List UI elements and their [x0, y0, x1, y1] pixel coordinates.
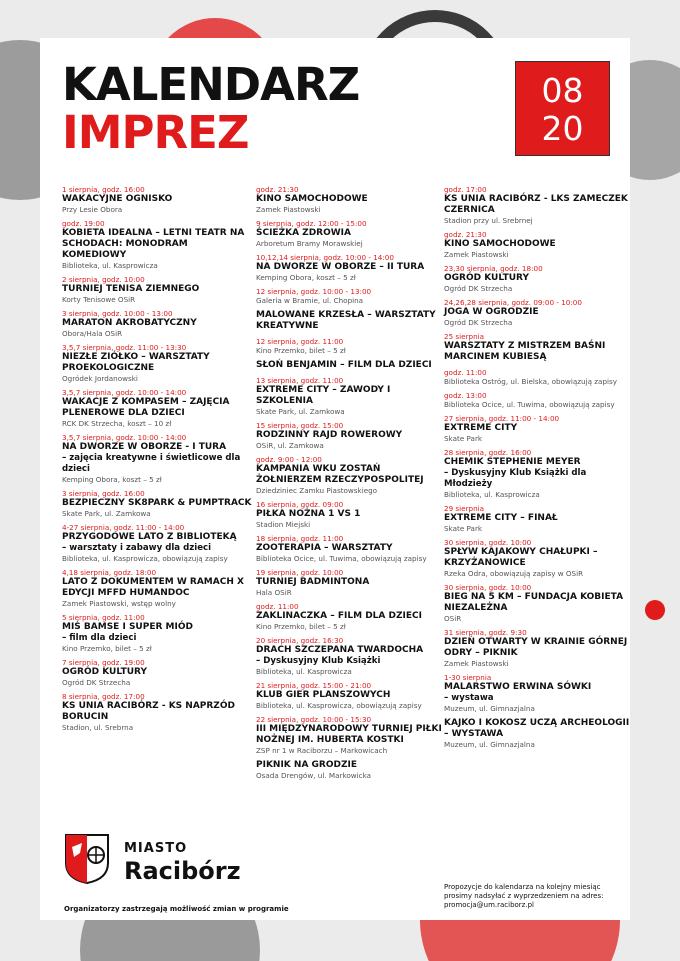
event-place: Skate Park, ul. Zamkowa: [256, 407, 345, 416]
event-name: DRACH SZCZEPANA TWARDOCHA: [256, 645, 424, 655]
event-place: Kino Przemko, bilet – 5 zł: [62, 644, 152, 653]
event-date: 18 sierpnia, godz. 11:00: [256, 534, 344, 543]
event-item: [444, 185, 630, 225]
event-name: III MIĘDZYNARODOWY TURNIEJ PIŁKI NOŻNEJ IM. HUBERTA KOSTKI: [256, 724, 442, 745]
coat-of-arms-icon: [64, 833, 110, 885]
organizers-note: Organizatorzy zastrzegają możliwość zmian w programie: [64, 905, 289, 913]
event-date: 9 sierpnia, godz. 12:00 - 15:00: [256, 219, 367, 228]
event-place: Przy Lesie Obora: [62, 205, 123, 214]
event-name: TURNIEJ TENISA ZIEMNEGO: [62, 284, 200, 294]
event-place: Skate Park, ul. Zamkowa: [62, 509, 151, 518]
event-name: JOGA W OGRODZIE: [444, 307, 539, 317]
event-date: 12 sierpnia, godz. 10:00 - 13:00: [256, 287, 372, 296]
event-name: KLUB GIER PLANSZOWYCH: [256, 690, 391, 700]
event-place: Zamek Piastowski, wstęp wolny: [62, 599, 176, 608]
event-date: 20 sierpnia, godz. 16:30: [256, 636, 344, 645]
event-name: ŚCIEŻKA ZDROWIA: [256, 228, 352, 238]
event-place: Stadion przy ul. Srebrnej: [444, 216, 533, 225]
event-date: 27 sierpnia, godz. 11:00 - 14:00: [444, 414, 560, 423]
event-date: 4,18 sierpnia, godz. 18:00: [62, 568, 157, 577]
event-item: [62, 433, 252, 484]
event-date: godz. 11:00: [256, 602, 299, 611]
event-place: Zamek Piastowski: [444, 250, 509, 259]
event-description: – zajęcia kreatywne i świetlicowe dla dzieci: [62, 453, 241, 474]
month-year-badge: [515, 61, 610, 156]
event-place: Biblioteka, ul. Kasprowicza: [256, 667, 352, 676]
event-name: OGRÓD KULTURY: [444, 273, 529, 283]
event-date: 22 sierpnia, godz. 10:00 - 15:30: [256, 715, 372, 724]
logo-city-name: Racibórz: [124, 857, 241, 885]
event-place: Muzeum, ul. Gimnazjalna: [444, 740, 535, 749]
event-name: KAJKO I KOKOSZ UCZĄ ARCHEOLOGII – WYSTAWA: [444, 718, 630, 739]
event-name: MALOWANE KRZESŁA – WARSZTATY KREATYWNE: [256, 310, 436, 331]
event-name: SPŁYW KAJAKOWY CHAŁUPKI – KRZYŻANOWICE: [444, 547, 598, 568]
event-place: Stadion, ul. Srebrna: [62, 723, 134, 732]
event-date: 21 sierpnia, godz. 15:00 - 21:00: [256, 681, 372, 690]
event-date: godz. 21:30: [444, 230, 487, 239]
calendar-sheet: [40, 38, 630, 920]
event-date: 16 sierpnia, godz. 09:00: [256, 500, 344, 509]
event-item: [256, 253, 446, 282]
event-name: WAKACJE Z KOMPASEM – ZAJĘCIA PLENEROWE DLA DZIECI: [62, 397, 230, 418]
event-name: BIEG NA 5 KM – FUNDACJA KOBIETA NIEZALEŻNA: [444, 592, 624, 613]
event-item: [444, 448, 630, 499]
event-item: [62, 613, 252, 653]
event-place: Zamek Piastowski: [256, 205, 321, 214]
event-item: [444, 583, 630, 623]
event-name: ZAKLINACZKA – FILM DLA DZIECI: [256, 611, 422, 621]
event-place: Ogród DK Strzecha: [444, 318, 513, 327]
event-description: – Dyskusyjny Klub Książki: [256, 656, 381, 666]
event-date: 3,5,7 sierpnia, godz. 10:00 - 14:00: [62, 388, 187, 397]
event-place: Biblioteka Ostróg, ul. Bielska, obowiązują zapisy: [444, 377, 618, 386]
event-date: 10,12,14 sierpnia, godz. 10:00 - 14:00: [256, 253, 394, 262]
event-date: 24,26,28 sierpnia, godz. 09:00 - 10:00: [444, 298, 582, 307]
event-date: godz. 21:30: [256, 185, 299, 194]
event-place: OSiR: [444, 614, 462, 623]
submission-info: Propozycje do kalendarza na kolejny miesiąc prosimy nadsyłać z wyprzedzeniem na adres: promocja@um.raciborz.pl: [444, 883, 604, 909]
event-place: Kemping Obora, koszt – 5 zł: [62, 475, 162, 484]
event-date: 7 sierpnia, godz. 19:00: [62, 658, 145, 667]
event-date: 25 sierpnia: [444, 332, 485, 341]
event-item: [256, 568, 446, 597]
event-date: 19 sierpnia, godz. 10:00: [256, 568, 344, 577]
year-number: 20: [541, 109, 584, 148]
event-item: [62, 568, 252, 608]
event-item: [444, 628, 630, 668]
event-place: Skate Park: [444, 524, 483, 533]
event-item: [256, 715, 446, 755]
event-date: 29 sierpnia: [444, 504, 485, 513]
event-place: Hala OSiR: [256, 588, 292, 597]
event-place: Galeria w Bramie, ul. Chopina: [256, 296, 364, 305]
event-item: [444, 718, 630, 749]
event-name: RODZINNY RAJD ROWEROWY: [256, 430, 403, 440]
event-place: Kino Przemko, bilet – 5 zł: [256, 346, 346, 355]
event-place: Obora/Hala OSiR: [62, 329, 123, 338]
event-date: godz. 13:00: [444, 391, 487, 400]
event-date: 15 sierpnia, godz. 15:00: [256, 421, 344, 430]
event-name: NA DWORZE W OBORZE – II TURA: [256, 262, 425, 272]
event-date: 3 sierpnia, godz. 16:00: [62, 489, 145, 498]
event-item: [444, 368, 630, 386]
event-date: 23,30 sierpnia, godz. 18:00: [444, 264, 543, 273]
event-item: [444, 391, 630, 409]
event-place: Ogródek Jordanowski: [62, 374, 138, 383]
event-place: OSiR, ul. Zamkowa: [256, 441, 324, 450]
event-place: Zamek Piastowski: [444, 659, 509, 668]
event-date: 3,5,7 sierpnia, godz. 10:00 - 14:00: [62, 433, 187, 442]
event-name: DZIEŃ OTWARTY W KRAINIE GÓRNEJ ODRY – PIKNIK: [444, 637, 628, 658]
event-description: – Dyskusyjny Klub Książki dla Młodzieży: [444, 468, 587, 489]
event-name: KS UNIA RACIBÓRZ - KS NAPRZÓD BORUCIN: [62, 701, 235, 722]
event-date: 1-30 sierpnia: [444, 673, 492, 682]
event-item: [256, 421, 446, 450]
event-date: 3 sierpnia, godz. 10:00 - 13:00: [62, 309, 173, 318]
event-name: WAKACYJNE OGNISKO: [62, 194, 173, 204]
events-column-3: [444, 185, 630, 754]
event-date: 4-27 sierpnia, godz. 11:00 - 14:00: [62, 523, 185, 532]
event-item: [256, 337, 446, 355]
event-name: EXTREME CITY – FINAŁ: [444, 513, 558, 523]
event-item: [444, 332, 630, 363]
event-item: [62, 343, 252, 383]
event-name: MALARSTWO ERWINA SÓWKI: [444, 682, 592, 692]
event-place: Kemping Obora, koszt – 5 zł: [256, 273, 356, 282]
event-description: – film dla dzieci: [62, 633, 137, 643]
event-place: Rzeka Odra, obowiązują zapisy w OSiR: [444, 569, 584, 578]
event-name: TURNIEJ BADMINTONA: [256, 577, 370, 587]
decor-dot-red: [645, 600, 665, 620]
event-date: godz. 9:00 - 12:00: [256, 455, 322, 464]
event-place: Arboretum Bramy Morawskiej: [256, 239, 363, 248]
event-place: Biblioteka, ul. Kasprowicza, obowiązują zapisy: [62, 554, 228, 563]
event-date: 31 sierpnia, godz. 9:30: [444, 628, 527, 637]
event-item: [444, 414, 630, 443]
event-name: WARSZTATY Z MISTRZEM BAŚNI MARCINEM KUBIESĄ: [444, 341, 606, 362]
event-name: EXTREME CITY – ZAWODY I SZKOLENIA: [256, 385, 391, 406]
event-place: ZSP nr 1 w Raciborzu – Markowicach: [256, 746, 388, 755]
month-number: 08: [541, 71, 584, 110]
event-item: [444, 538, 630, 578]
event-item: [62, 185, 252, 214]
event-item: [256, 636, 446, 676]
event-name: KOBIETA IDEALNA – LETNI TEATR NA SCHODACH: MONODRAM KOMEDIOWY: [62, 228, 245, 260]
event-name: LATO Z DOKUMENTEM W RAMACH X EDYCJI MFFD HUMANDOC: [62, 577, 244, 598]
event-place: Ogród DK Strzecha: [62, 678, 131, 687]
event-name: KS UNIA RACIBÓRZ - LKS ZAMECZEK CZERNICA: [444, 194, 628, 215]
event-item: [62, 275, 252, 304]
event-item: [256, 185, 446, 214]
event-name: CHEMIK STEPHENIE MEYER: [444, 457, 581, 467]
event-item: [444, 504, 630, 533]
event-item: [256, 287, 446, 305]
event-item: [62, 692, 252, 732]
event-place: Biblioteka, ul. Kasprowicza: [444, 490, 540, 499]
event-item: [256, 219, 446, 248]
event-date: 1 sierpnia, godz. 16:00: [62, 185, 145, 194]
event-item: [62, 219, 252, 270]
event-name: PIŁKA NOŻNA 1 VS 1: [256, 509, 361, 519]
event-item: [444, 673, 630, 713]
event-place: Muzeum, ul. Gimnazjalna: [444, 704, 535, 713]
event-item: [256, 360, 446, 371]
event-description: – warsztaty i zabawy dla dzieci: [62, 543, 212, 553]
event-item: [256, 310, 446, 332]
event-place: Biblioteka, ul. Kasprowicza: [62, 261, 158, 270]
event-name: OGRÓD KULTURY: [62, 667, 147, 677]
event-date: 3,5,7 sierpnia, godz. 11:00 - 13:30: [62, 343, 187, 352]
event-item: [256, 681, 446, 710]
event-name: NIEZŁE ZIÓŁKO – WARSZTATY PROEKOLOGICZNE: [62, 352, 210, 373]
event-name: MARATON AKROBATYCZNY: [62, 318, 197, 328]
event-place: Osada Drengów, ul. Markowicka: [256, 771, 372, 780]
event-description: – wystawa: [444, 693, 494, 703]
event-name: KINO SAMOCHODOWE: [256, 194, 368, 204]
event-date: 13 sierpnia, godz. 11:00: [256, 376, 344, 385]
event-item: [256, 500, 446, 529]
event-name: SŁOŃ BENJAMIN – FILM DLA DZIECI: [256, 360, 432, 370]
event-date: 30 sierpnia, godz. 10:00: [444, 538, 532, 547]
event-date: 5 sierpnia, godz. 11:00: [62, 613, 145, 622]
event-name: NA DWORZE W OBORZE - I TURA: [62, 442, 227, 452]
title-line-1: KALENDARZ: [62, 58, 360, 111]
event-date: 12 sierpnia, godz. 11:00: [256, 337, 344, 346]
events-column-1: [62, 185, 252, 737]
event-item: [62, 658, 252, 687]
event-name: KAMPANIA WKU ZOSTAŃ ŻOŁNIERZEM RZECZYPOSPOLITEJ: [256, 464, 424, 485]
event-place: Biblioteka, ul. Kasprowicza, obowiązują zapisy: [256, 701, 422, 710]
event-date: godz. 19:00: [62, 219, 105, 228]
event-item: [62, 523, 252, 563]
event-place: Ogród DK Strzecha: [444, 284, 513, 293]
event-name: PIKNIK NA GRODZIE: [256, 760, 357, 770]
event-name: EXTREME CITY: [444, 423, 518, 433]
event-date: godz. 11:00: [444, 368, 487, 377]
event-place: Kino Przemko, bilet – 5 zł: [256, 622, 346, 631]
event-date: 30 sierpnia, godz. 10:00: [444, 583, 532, 592]
event-place: Skate Park: [444, 434, 483, 443]
logo-miasto: MIASTO: [124, 841, 188, 856]
event-name: MIŚ BAMSE I SUPER MIÓD: [62, 622, 193, 632]
event-date: 28 sierpnia, godz. 16:00: [444, 448, 532, 457]
event-place: Dziedziniec Zamku Piastowskiego: [256, 486, 378, 495]
event-item: [256, 376, 446, 416]
event-item: [256, 602, 446, 631]
event-date: 2 sierpnia, godz. 10:00: [62, 275, 145, 284]
event-item: [62, 388, 252, 428]
event-item: [256, 534, 446, 563]
event-place: Biblioteka Ocice, ul. Tuwima, obowiązują zapisy: [256, 554, 427, 563]
event-place: Korty Tenisowe OSiR: [62, 295, 136, 304]
event-item: [444, 298, 630, 327]
events-column-2: [256, 185, 446, 785]
event-item: [62, 309, 252, 338]
event-item: [444, 230, 630, 259]
event-place: RCK DK Strzecha, koszt – 10 zł: [62, 419, 172, 428]
event-item: [444, 264, 630, 293]
event-date: 8 sierpnia, godz. 17:00: [62, 692, 145, 701]
event-item: [256, 455, 446, 495]
event-place: Stadion Miejski: [256, 520, 311, 529]
event-item: [62, 489, 252, 518]
event-item: [256, 760, 446, 780]
event-name: KINO SAMOCHODOWE: [444, 239, 556, 249]
event-name: BEZPIECZNY SK8PARK & PUMPTRACK: [62, 498, 252, 508]
title-line-2: IMPREZ: [62, 106, 249, 159]
event-name: ZOOTERAPIA – WARSZTATY: [256, 543, 393, 553]
event-name: PRZYGODOWE LATO Z BIBLIOTEKĄ: [62, 532, 237, 542]
event-place: Biblioteka Ocice, ul. Tuwima, obowiązują zapisy: [444, 400, 615, 409]
event-date: godz. 17:00: [444, 185, 487, 194]
